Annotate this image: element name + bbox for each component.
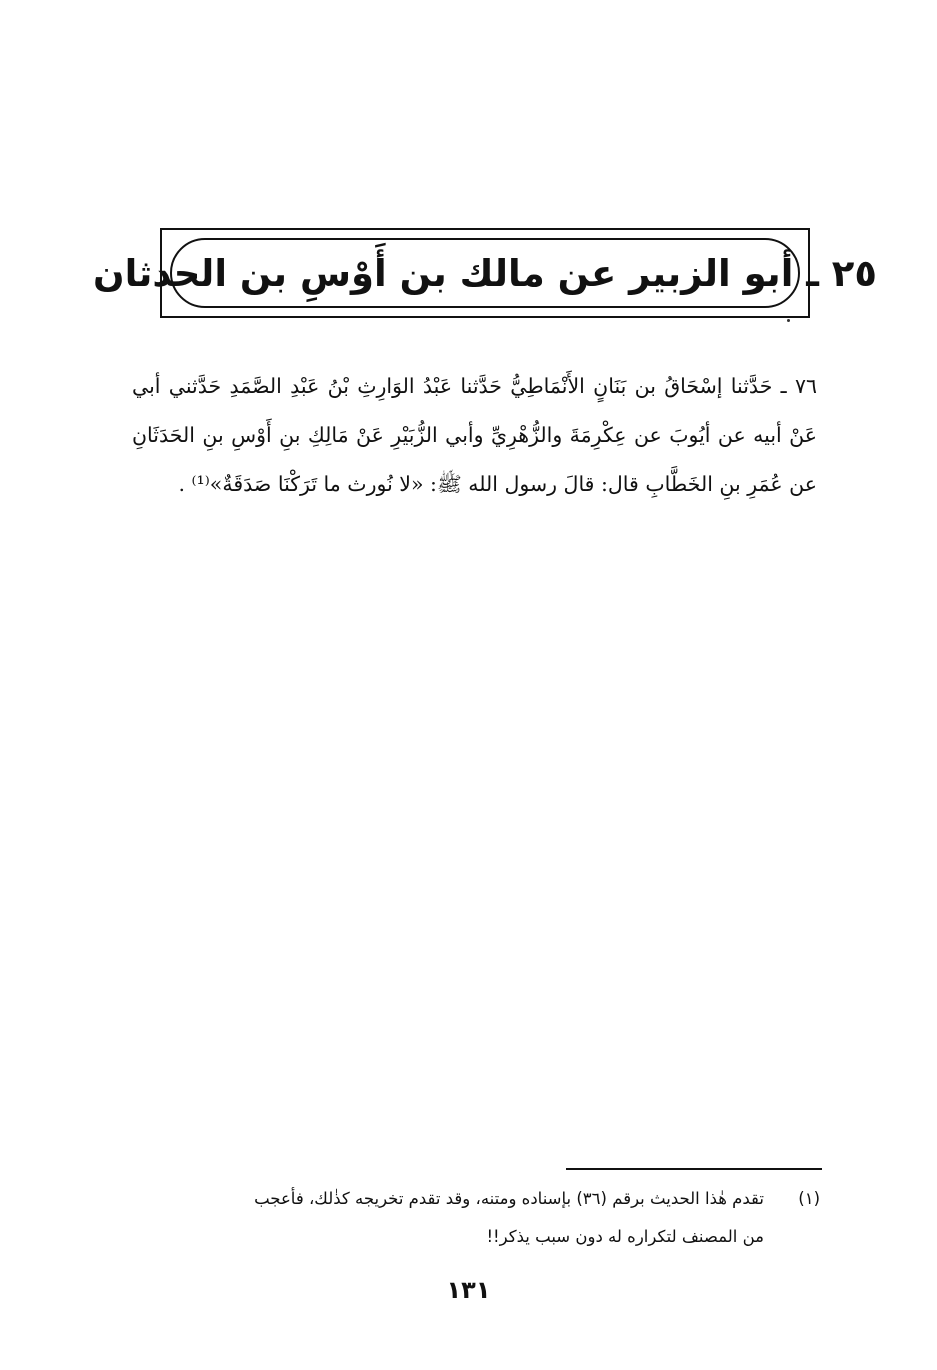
footnote xyxy=(132,1180,820,1256)
footnote-line-2: من المصنف لتكراره له دون سبب يذكر!! xyxy=(486,1227,764,1246)
page-number: ١٣١ xyxy=(446,1276,491,1304)
footnote-separator xyxy=(566,1168,822,1170)
chapter-title-frame xyxy=(93,228,877,318)
chapter-title: ٢٥ ـ أبو الزبير عن مالك بن أَوْسِ بن الحدثان xyxy=(93,251,877,295)
footnote-marker: (١) xyxy=(798,1189,820,1208)
decorative-dot xyxy=(787,319,790,322)
chapter-title-cartouche xyxy=(93,238,877,308)
hadith-text: ٧٦ ـ حَدَّثنا إسْحَاقُ بن بَنَانٍ الأَنْمَاطِيُّ حَدَّثنا عَبْدُ الوَارِثِ بْنُ عَبْدِ الصَّمَدِ حَدَّثني أبي عَنْ أبيه عن أيُوبَ عن عِكْرِمَةَ والزُّهْرِيِّ وأبي الزُّبَيْرِ عَنْ مَالِكِ بنِ أَوْسِ بنِ الحَدَثَانِ عن عُمَرِ بنِ الخَطَّابِ قال: قالَ رسول الله ﷺ: «لا نُورث ما تَرَكْنَا صَدَقَةٌ»⁽¹⁾ . xyxy=(132,374,817,496)
footnote-line-1 xyxy=(132,1180,820,1218)
footnote-text-1: تقدم هٰذا الحديث برقم (٣٦) بإسناده ومتنه، وقد تقدم تخريجه كذٰلك، فأعجب xyxy=(254,1189,764,1208)
